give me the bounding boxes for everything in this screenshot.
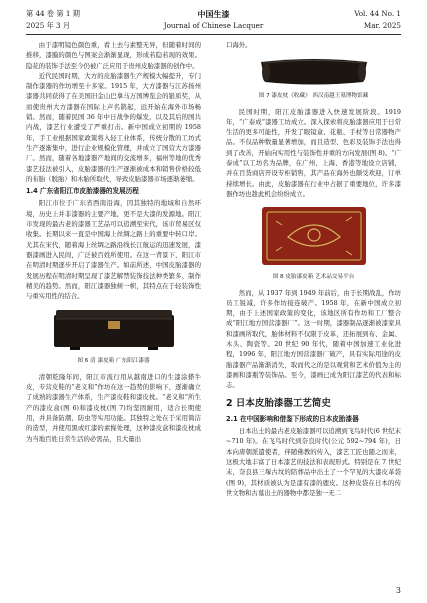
figure-6-caption: 图 6 清 漆皮箱 广东阳江漆器: [77, 358, 150, 365]
figure-8-caption: 图 8 皮胎漆皮箱 艺术品交易平台: [272, 274, 355, 281]
journal-title-en: Journal of Chinese Lacquer: [163, 21, 264, 30]
paragraph: 口海外。: [226, 41, 252, 49]
paragraph: 近代民国时期，大方的皮胎漆器生产规模大幅提升，专门制作漆器的作坊增至十多家。1915 年，大方漆器与江苏扬州漆器共同获得了在美国旧金山巴拿马万国博览会的银质奖，从而使贵州大方漆器在国际上声名鹊起，远开始在海外市场畅销。然而，随着民国 36 年中日战争的爆发，以及其后的国共内战，漆艺行业遭受了严重打击。新中国成立初期的 1958 年，手工业根据国家政策将入轻工业体系，传统分散的工坊式生产逐渐集中，进行企业规模化管理，并成立了国营大方漆器厂。然而，随着各地漆器产地间的交流增多，福州等地的优秀漆艺技法被引入，皮胎漆器的生产逐渐被成本和销售价格较低的布胎（脱胎）和木胎所取代，导致皮胎漆器市场逐渐萎缩。: [26, 71, 201, 183]
paragraph: 民国时期，阳江皮胎漆器进入快速发展阶段。1919 年，“广泰成”漆器工坊成立。深入探索将皮胎漆器应用于日常生活的更多可能性，开发了眼镜盒、花瓶、手杖等日常器物产品。不仅品种数量显著增加，而且造型、色彩及装饰手法也得到了改善，开始向实用性与装饰性并重的方向发展(图 8)。“广泰成”以工坊名为品牌，在广州、上海、香港等地设立店铺，并在百货商店开设专柜销售，其产品在海外也颇受欢迎，订单持续增长。由此，皮胎漆器在行业中占据了重要地位，许多漆器作坊也趁此机会纷纷成立。: [226, 107, 401, 198]
paragraph: 由于漆明镜色颜色重，看上去与素整无异，但随着时间的推移，漆膜的颜色与图案会渐渐显现，形成若隐若现的效果。隐花的装饰手法至今仍被广泛应用于贵州皮胎漆器的创作中。: [26, 41, 201, 70]
figure-6-lacquer-leather-box: [50, 305, 178, 353]
section-heading: 2 日本皮胎漆器工艺简史: [226, 397, 331, 409]
journal-title-cn: 中国生漆: [197, 9, 230, 19]
date-en: Mar. 2025: [363, 21, 401, 30]
right-column: [226, 40, 401, 498]
figure-7-lacquer-pillow: [255, 54, 373, 88]
date-cn: 2025 年 3 月: [26, 21, 71, 30]
volume-cn: 第 44 卷 第 1 期: [26, 9, 80, 18]
left-column: [26, 40, 201, 444]
figure-8-red-lacquer-case: [258, 203, 370, 269]
volume-en: Vol. 44 No. 1: [354, 9, 401, 18]
running-header: [26, 8, 401, 35]
paragraph: 阳江市位于广东省西南沿海，因其独特的地域和自然环境，历史上并非漆器的主要产地，更不是大漆的发源地。阳江市发现的最古老的漆器工艺品可以追溯至宋代，该市贸易区仅收集。长期以来一直是中国海上丝绸之路上的重要中转口岸。尤其在宋代，随着海上丝绸之路沿线长江航运的迅速发展，漆器漆画进入民间，广泛被百姓所使用。在这一背景下，阳江市在明清时期逐步开启了漆器生产。如前所述，中国皮胎漆器的发展历程在明清时期呈现了漆艺解禁装饰技法种类繁多、制作精美的趋势。然而，阳江漆器独树一帜，其特点在于轻装饰性与重实用性的结合。: [26, 199, 201, 301]
page-number: 3: [395, 586, 401, 595]
paragraph: 日本出土的最古老皮胎漆器可以追溯到飞鸟时代(6 世纪末~710 年)。在飞鸟时代到奈良时代(公元 592~794 年)，日本向唐朝派遣使者，伴随佛教的传入，漆艺工匠也随之而来，这极大地丰富了日本漆艺的技法和表现形式。特别是在 7 世纪末，奈良县三塚古坟的陪葬品中出土了一个罕见的大漆皮革袋(图 9)，其材质被认为是漆有漆的鹿皮。这种皮袋在日本的传世文物和古墓出土的器物中都是独一无二: [226, 427, 401, 497]
subsection-heading: 1.4 广东省阳江市皮胎漆器的发展历程: [26, 187, 139, 196]
subsection-heading: 2.1 在中国影响和借鉴下形成的日本皮胎漆器: [226, 414, 359, 423]
figure-7-caption: 图 7 漆皮枕《收藏》 西汉南越王墓博物馆藏: [258, 93, 369, 100]
paragraph: 然而，从 1937 年到 1949 年前后，由于长期战乱，作坊员工锐减，许多作坊接连破产。1958 年，在新中国成立初期，由于上述国家政策的变化，该地区所有作坊和工厂整合成“阳江地方国营漆器厂”。这一时期，漆器制品逐渐被漆家具和漆画所取代，胎体材料不仅限于皮革，还拓展到布、金属、木头、陶瓷等。20 世纪 90 年代，随着中国加速工业化进程，1996 年，阳江地方国营漆器厂破产，具有实际用途的皮胎漆器产品渐渐消失，取而代之的是以观赏和艺术价值为主的漆画和漆瓶等装饰品。至今，漆画已成为阳江漆艺的代表和标志。: [226, 288, 401, 390]
paragraph: 清朝乾隆年间，阳江市流行用从越南进口的生漆涂搽牛皮，专营皮鞋的“老义和”作坊在这一趋势的影响下，逐渐确立了成熟的漆器生产体系，生产漆皮鞋和漆皮枕。“老义和”所生产的漆皮盒(图 6)和漆皮枕(图 7)均坚固耐用，适合长期使用，并具备防潮、防虫等实用功能。其独特之处在于采用简洁的造型，并使用黑或红漆的素髹处理，这种漆皮盒和漆皮枕成为当地百姓日常生活的必需品，且大量出: [26, 372, 201, 443]
